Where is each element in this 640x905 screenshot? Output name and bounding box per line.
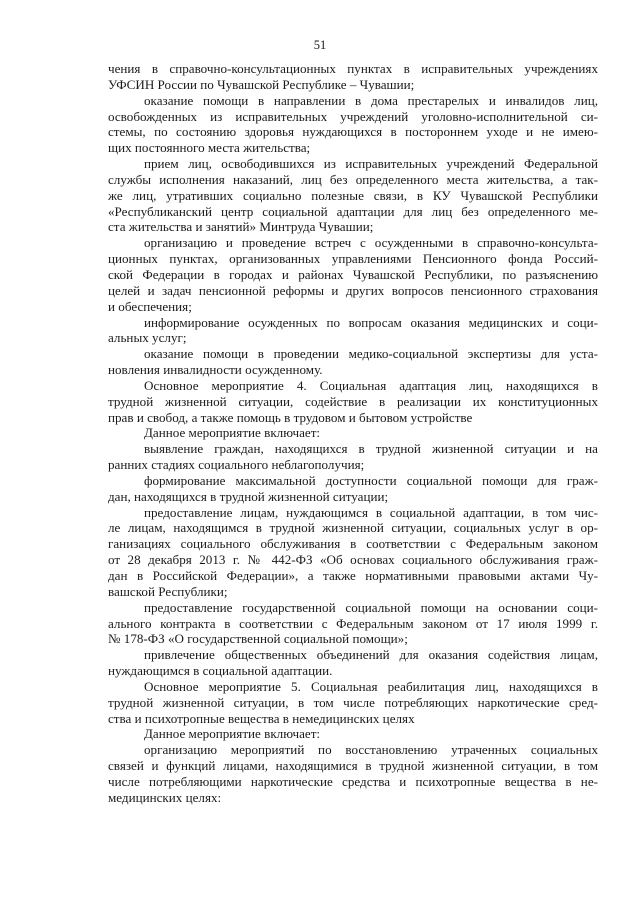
text-line: трудной жизненной ситуации, содействие в реализации их конституционных	[108, 393, 598, 409]
text-line: освобожденных из исправительных учреждений уголовно-исполнительной си-	[108, 108, 598, 124]
text-line: № 178-ФЗ «О государственной социальной помощи»;	[108, 631, 408, 647]
text-line: ранних стадиях социального неблагополучия;	[108, 457, 365, 473]
text-line: вашской Республики;	[108, 583, 228, 599]
text-line: оказание помощи в направлении в дома престарелых и инвалидов лиц,	[144, 92, 598, 108]
text-line: Основное мероприятие 5. Социальная реабилитация лиц, находящихся в	[144, 678, 598, 694]
text-line: стемы, по состоянию здоровья нуждающихся в постороннем уходе и не имею-	[108, 124, 598, 140]
text-line: нуждающимся в социальной адаптации.	[108, 663, 333, 679]
text-line: щих постоянного места жительства;	[108, 140, 311, 156]
text-line: предоставление государственной социальной помощи на основании соци-	[144, 599, 598, 615]
text-line: дан, находящихся в трудной жизненной ситуации;	[108, 488, 389, 504]
text-line: ле лицам, находящимся в трудной жизненной ситуации, социальных услуг в ор-	[108, 520, 598, 536]
text-line: прием лиц, освободившихся из исправительных учреждений Федеральной	[144, 156, 598, 172]
text-line: дан в Российской Федерации», а также нормативными правовыми актами Чу-	[108, 568, 598, 583]
text-line: чения в справочно-консультационных пунктах в исправительных учреждениях	[108, 61, 598, 76]
text-line: ства и психотропные вещества в немедицинских целях	[108, 710, 415, 726]
text-line: ального контракта в соответствии с Федеральным законом от 17 июля 1999 г.	[108, 615, 598, 631]
text-line: Основное мероприятие 4. Социальная адаптация лиц, находящихся в	[144, 377, 598, 393]
text-line: организацию мероприятий по восстановлению утраченных социальных	[144, 742, 598, 758]
text-line: от 28 декабря 2013 г. № 442-ФЗ «Об основах социального обслуживания граж-	[108, 552, 598, 568]
text-line: ста жительства и занятий» Минтруда Чувашии;	[108, 219, 374, 235]
text-line: ционных пунктах, организованных управлениями Пенсионного фонда Россий-	[108, 251, 598, 267]
text-line: «Республиканский центр социальной адаптации для лиц без определенного ме-	[108, 203, 598, 219]
text-line: службы исполнения наказаний, лиц без определенного места жительства, а так-	[108, 171, 598, 187]
text-line: целей и задач пенсионной реформы и других вопросов пенсионного страхования	[108, 282, 598, 298]
text-line: связей и функций лицами, находящимися в трудной жизненной ситуации, в том	[108, 758, 598, 774]
text-line: формирование максимальной доступности социальной помощи для граж-	[144, 472, 598, 488]
text-line: предоставление лицам, нуждающимся в социальной адаптации, в том чис-	[144, 504, 598, 520]
text-line: медицинских целях:	[108, 789, 222, 805]
text-line: Данное мероприятие включает:	[144, 425, 321, 441]
text-line: альных услуг;	[108, 330, 187, 346]
text-line: организацию и проведение встреч с осужденными в справочно-консульта-	[144, 235, 598, 251]
text-line: информирование осужденных по вопросам оказания медицинских и соци-	[144, 314, 598, 330]
page-number: 51	[313, 38, 327, 52]
text-line: ганизациях социального обслуживания в соответствии с Федеральным законом	[108, 536, 598, 552]
text-line: оказание помощи в проведении медико-социальной экспертизы для уста-	[144, 346, 598, 362]
text-line: выявление граждан, находящихся в трудной жизненной ситуации и на	[144, 441, 598, 457]
document-body	[108, 61, 598, 806]
text-line: трудной жизненной ситуации, в том числе потребляющих наркотические сред-	[108, 694, 598, 710]
text-line: привлечение общественных объединений для оказания содействия лицам,	[144, 647, 598, 663]
text-line: прав и свобод, а также помощь в трудовом и бытовом устройстве	[108, 409, 473, 425]
text-line: же лиц, утративших социально полезные связи, в КУ Чувашской Республики	[108, 187, 598, 203]
text-line: УФСИН России по Чувашской Республике – Чувашии;	[108, 76, 415, 92]
text-line: ской Федерации в городах и районах Чувашской Республики, по разъяснению	[108, 266, 598, 282]
text-line: Данное мероприятие включает:	[144, 726, 321, 742]
text-line: новления инвалидности осужденному.	[108, 362, 323, 378]
text-line: и обеспечения;	[108, 298, 192, 314]
text-line: числе потребляющими наркотические средства и психотропные вещества в не-	[108, 773, 598, 789]
